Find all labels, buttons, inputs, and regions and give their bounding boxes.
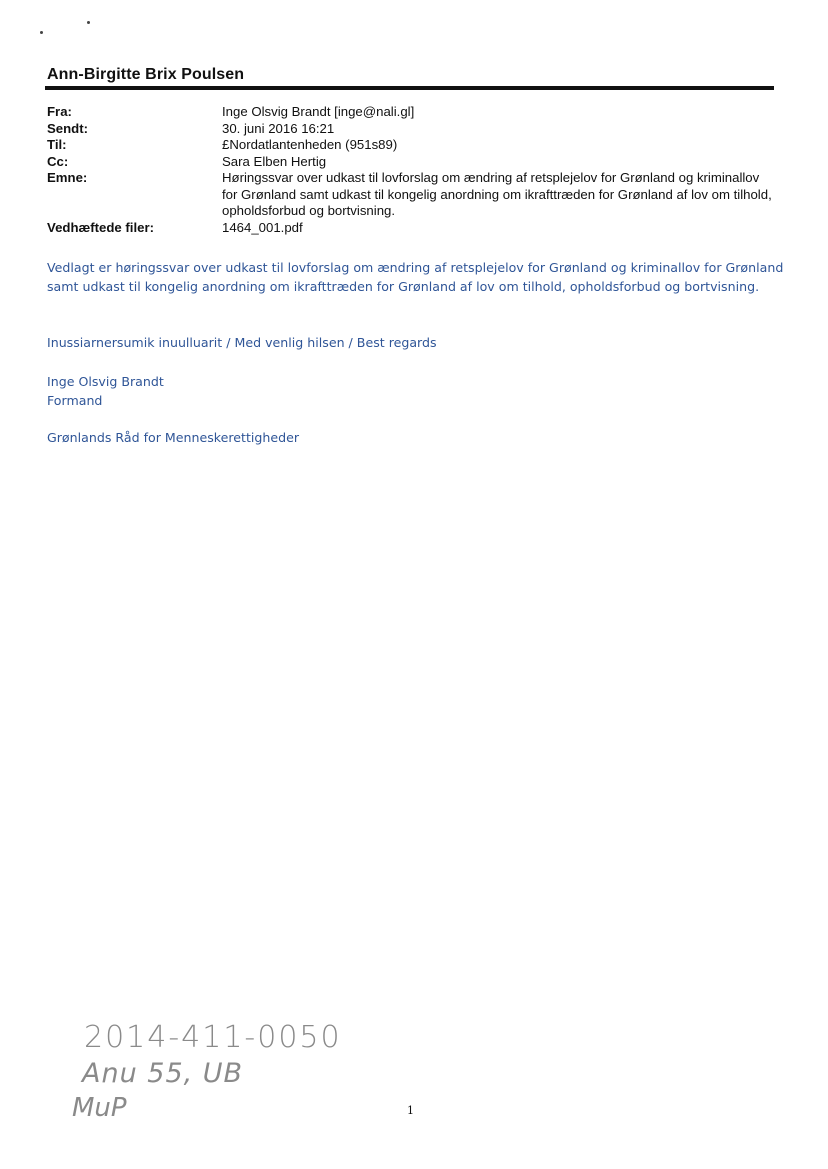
scan-speck [40, 31, 43, 34]
from-value: Inge Olsvig Brandt [inge@nali.gl] [222, 104, 415, 119]
cc-value: Sara Elben Hertig [222, 153, 327, 169]
signature-title: Formand [47, 393, 103, 408]
to-row [47, 137, 777, 154]
sent-label: Sendt: [47, 120, 89, 136]
mailbox-owner-name: Ann-Birgitte Brix Poulsen [47, 66, 245, 83]
body-paragraph: Vedlagt er høringssvar over udkast til lovforslag om ændring af retsplejelov for Grønland og kriminallov for Grønland samt udkast til kongelig anordning om ikrafttræden for Grønland af lov om tilhold, opholdsforbud og bortvisning. [47, 260, 784, 294]
subject-value: Høringssvar over udkast til lovforslag om ændring af retsplejelov for Grønland og kriminallov for Grønland samt udkast til kongelig anordning om ikrafttræden for Grønland af lov om tilhold, opholdsforbud og bortvisning. [222, 170, 772, 218]
header-rule [45, 86, 774, 90]
from-row [47, 104, 777, 121]
signature-name: Inge Olsvig Brandt [47, 374, 164, 389]
from-label: Fra: [47, 104, 72, 119]
scan-speck [87, 21, 90, 24]
cc-row [47, 154, 777, 171]
cc-label: Cc: [47, 153, 69, 169]
to-label: Til: [47, 137, 67, 152]
page-number: 1 [407, 1104, 414, 1117]
sent-row [47, 121, 777, 138]
subject-label: Emne: [47, 170, 88, 185]
handwritten-note: Anu 55, UB [82, 1058, 244, 1089]
sent-value: 30. juni 2016 16:21 [222, 120, 335, 136]
organization-name: Grønlands Råd for Menneskerettigheder [47, 430, 300, 445]
email-headers [47, 104, 777, 236]
handwritten-case-number: 2014-411-0050 [84, 1020, 342, 1055]
attachments-label: Vedhæftede filer: [47, 219, 154, 235]
greeting: Inussiarnersumik inuulluarit / Med venlig hilsen / Best regards [47, 335, 437, 350]
handwritten-initials: MuP [72, 1093, 127, 1123]
to-value: £Nordatlantenheden (951s89) [222, 137, 398, 152]
attachments-row [47, 220, 777, 237]
attachment-file[interactable]: 1464_001.pdf [222, 219, 303, 235]
subject-row [47, 170, 777, 220]
